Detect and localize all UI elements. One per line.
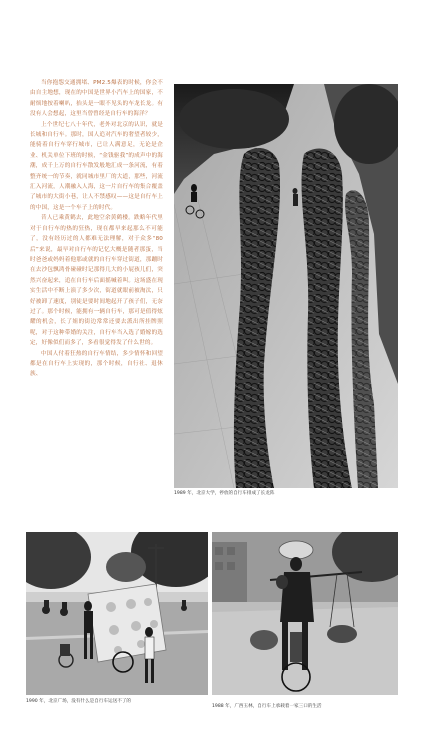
caption-main-photo: 1989 年，北京大学，停放的自行车排成了长龙阵	[174, 491, 275, 496]
article-paragraph-4: 中国人付着狂热的自行车情结，多少情怀和回望都是在自行车上实现的，那个时候，自行社、退休族、	[30, 350, 163, 378]
article-paragraph-3: 昔人已乘黄鹤去，此地空余黄鹤楼。跌略年代里对于自行车的热的狂热，现在都早来起那么不可能了，没有经历过的人都难无法理解，对于众多“80后”来说，最早对自行车的记忆大概是随者那蛋，当时爸爸或妈妈着他那或就的自行车穿过街道，那蹦时在去沙包飘鸿骨碰碰时记那得几大的小屁孩儿们，突然兴奋起来，追在自行车后面摇喊着叫。这场盛在现实生活中不断上演了多少次，街道就眼前被淘汰，只好被卸了速度，别徒是要时间地起开了孩子们，无奈过了。那个时候，能拥有一辆自行车，那可是值得炫耀的机会，长了姐的街边常常还要去派出所挂牌照呢，对于这种带婚的关注，自行车当入选了婚嫁的选定，好像似们而多了，多看很觉得发了什么世的。	[30, 215, 163, 347]
photo-bicycle-rows	[174, 84, 398, 488]
caption-bottom-right-photo: 1988 年，广西玉林，自行车上承载着一家三口的生活	[212, 704, 322, 709]
article-paragraph-2: 上个世纪七八十年代，老外对北京的认识，就是长城和自行车。那时，国人追对汽车的奢望者较少，能骑着自行车穿行城市，已让人满意足，无论是企业、机关单位下班的时候，“金钱驱我”的成声中的海潮，成千上万的自行车散发般地汇成一条河流，有着整齐统一的节奏，就同城市里厂的大道，那些，河流汇入河流，人潮融入人海，这一片自行车的集合覆盖了城市的大街小巷，让人不禁感叹——这是自行车上的中国，这是一个车子上的时代。	[30, 121, 163, 211]
photo-family-on-bicycle	[212, 532, 398, 695]
photo-mattress-transport	[26, 532, 208, 695]
caption-bottom-left-photo: 1990 年，北京广场，没有什么是自行车运送不了的	[26, 699, 132, 704]
article-paragraph-1: 当你抱怨交通拥堵、PM2.5爆表的时候，你会不由自主地想，现在的中国是世界小汽车上的国家，不耐烦地按着喇叭，抬头是一眼不见头的车龙长龙。有没有人会想起，这里当曾曾经是自行车的海洋？	[30, 80, 163, 118]
article-text	[30, 78, 163, 380]
